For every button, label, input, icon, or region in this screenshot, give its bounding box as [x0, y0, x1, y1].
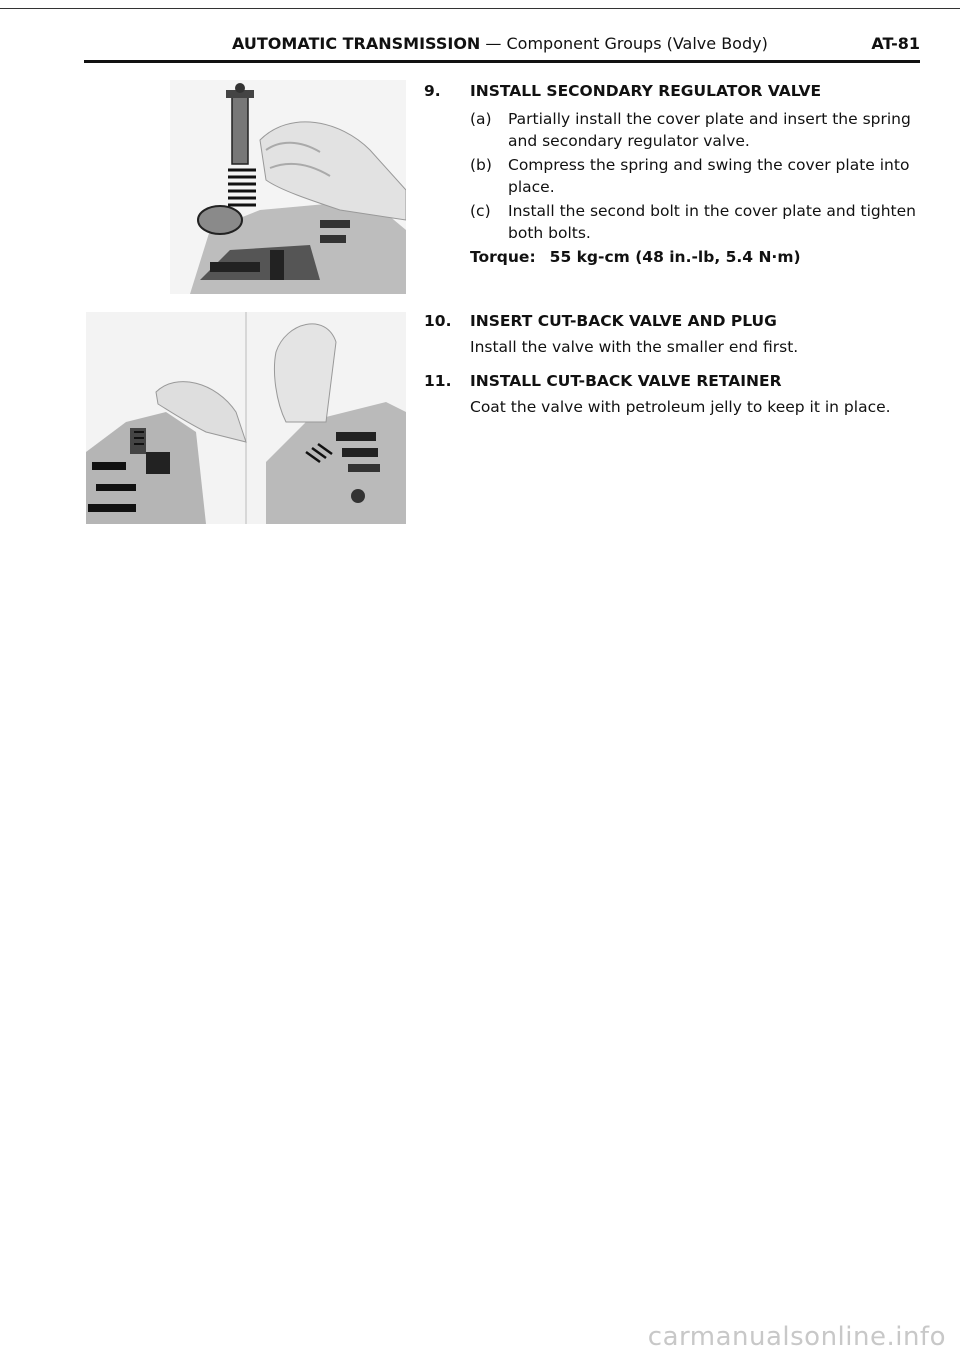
step-heading: INSTALL CUT-BACK VALVE RETAINER	[470, 372, 782, 390]
substep-text: Install the second bolt in the cover plate and tighten both bolts.	[508, 202, 916, 242]
substep-label: (c)	[470, 202, 491, 220]
step-body: Coat the valve with petroleum jelly to keep it in place.	[470, 398, 891, 416]
substep-text: Partially install the cover plate and insert the spring and secondary regulator valve.	[508, 110, 911, 150]
header-title-bold: AUTOMATIC TRANSMISSION	[232, 34, 481, 53]
step-number: 9.	[424, 82, 441, 100]
torque-spec	[470, 246, 801, 268]
step-body: Install the valve with the smaller end first.	[470, 338, 799, 356]
substep-label: (a)	[470, 110, 492, 128]
torque-label: Torque:	[470, 248, 536, 266]
figure-secondary-regulator-valve-drawing	[170, 80, 406, 294]
header-title	[232, 34, 768, 53]
step-number: 11.	[424, 372, 452, 390]
header-title-rest: — Component Groups (Valve Body)	[480, 34, 768, 53]
header-rule	[84, 60, 920, 63]
figure-cut-back-valve	[86, 312, 406, 524]
step-heading: INSTALL SECONDARY REGULATOR VALVE	[470, 82, 822, 100]
substep-label: (b)	[470, 156, 492, 174]
torque-value: 55 kg-cm (48 in.-lb, 5.4 N·m)	[549, 248, 801, 266]
page-number: AT-81	[871, 34, 920, 53]
top-rule	[0, 8, 960, 9]
step-heading: INSERT CUT-BACK VALVE AND PLUG	[470, 312, 777, 330]
substep-text: Compress the spring and swing the cover plate into place.	[508, 156, 910, 196]
watermark: carmanualsonline.info	[647, 1322, 946, 1352]
figure-cut-back-valve-drawing	[86, 312, 406, 524]
step-number: 10.	[424, 312, 452, 330]
figure-secondary-regulator-valve	[170, 80, 406, 294]
page-header	[84, 34, 920, 58]
